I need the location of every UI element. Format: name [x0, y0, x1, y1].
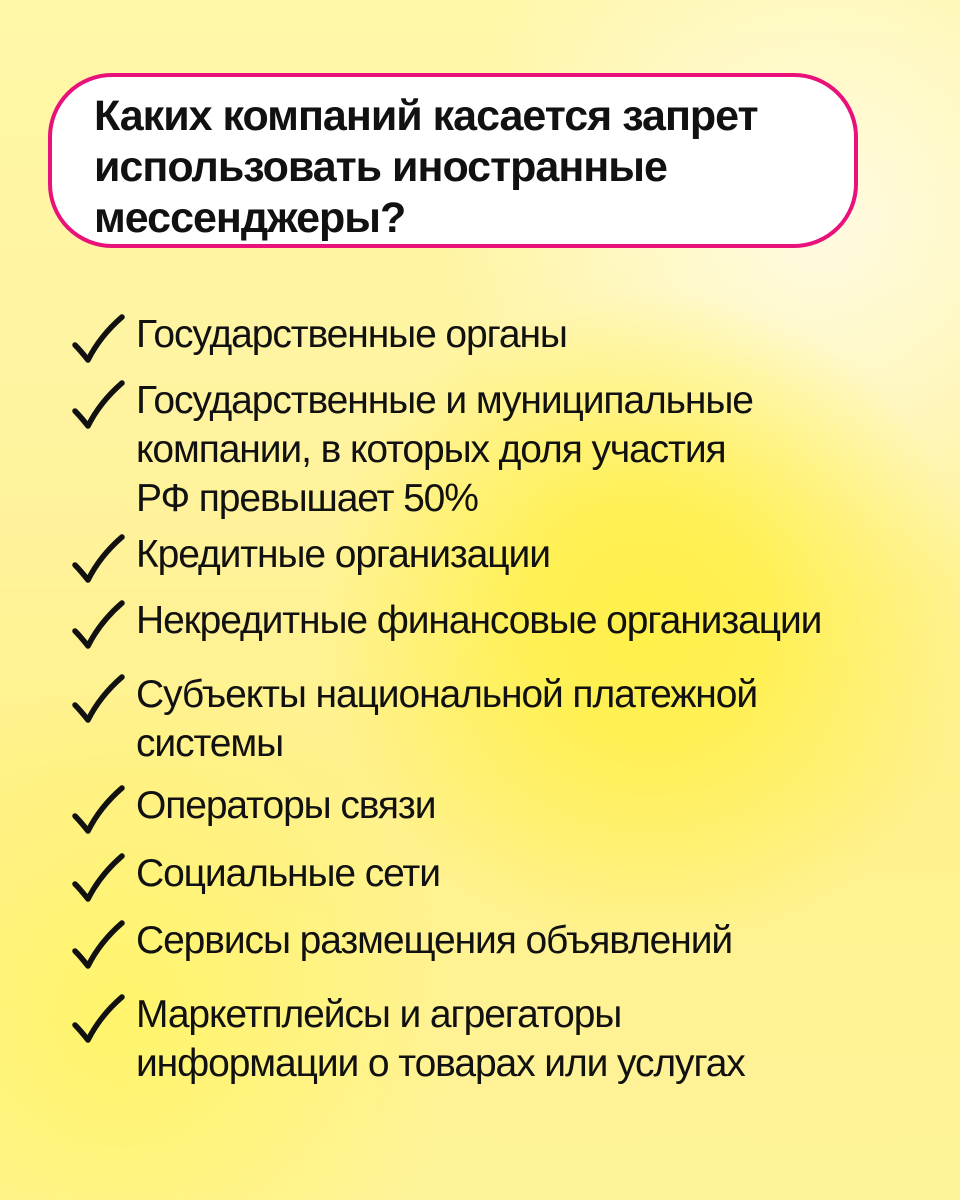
check-icon [70, 785, 126, 841]
list-item-label: Государственные органы [136, 313, 567, 356]
list-item-social-networks [70, 853, 910, 913]
list-item-credit-organizations [70, 534, 910, 594]
list-item-label: Государственные и муниципальные компании, в которых доля участия РФ превышает 50% [136, 379, 753, 520]
check-icon [70, 600, 126, 656]
list-item-label: Некредитные финансовые организации [136, 599, 822, 642]
check-icon [70, 534, 126, 590]
check-icon [70, 853, 126, 909]
list-item-label: Социальные сети [136, 852, 440, 895]
check-icon [70, 920, 126, 976]
check-icon [70, 314, 126, 370]
list-item-label: Субъекты национальной платежной системы [136, 673, 758, 765]
list-item-non-credit-financial [70, 600, 910, 660]
list-item-label: Маркетплейсы и агрегаторы информации о товарах или услугах [136, 993, 745, 1085]
list-item-payment-system [70, 673, 910, 765]
check-icon [70, 994, 126, 1050]
list-item-marketplaces [70, 993, 910, 1085]
list-item-classifieds-services [70, 920, 910, 980]
list-item-state-municipal-companies [70, 379, 910, 520]
list-item-label: Сервисы размещения объявлений [136, 919, 733, 962]
list-item-label: Кредитные организации [136, 533, 550, 576]
list-item-government-bodies [70, 314, 910, 374]
page-title: Каких компаний касается запрет использовать иностранные мессенджеры? [94, 92, 758, 242]
check-icon [70, 674, 126, 730]
check-icon [70, 380, 126, 436]
list-item-label: Операторы связи [136, 784, 436, 827]
list-item-telecom-operators [70, 785, 910, 845]
